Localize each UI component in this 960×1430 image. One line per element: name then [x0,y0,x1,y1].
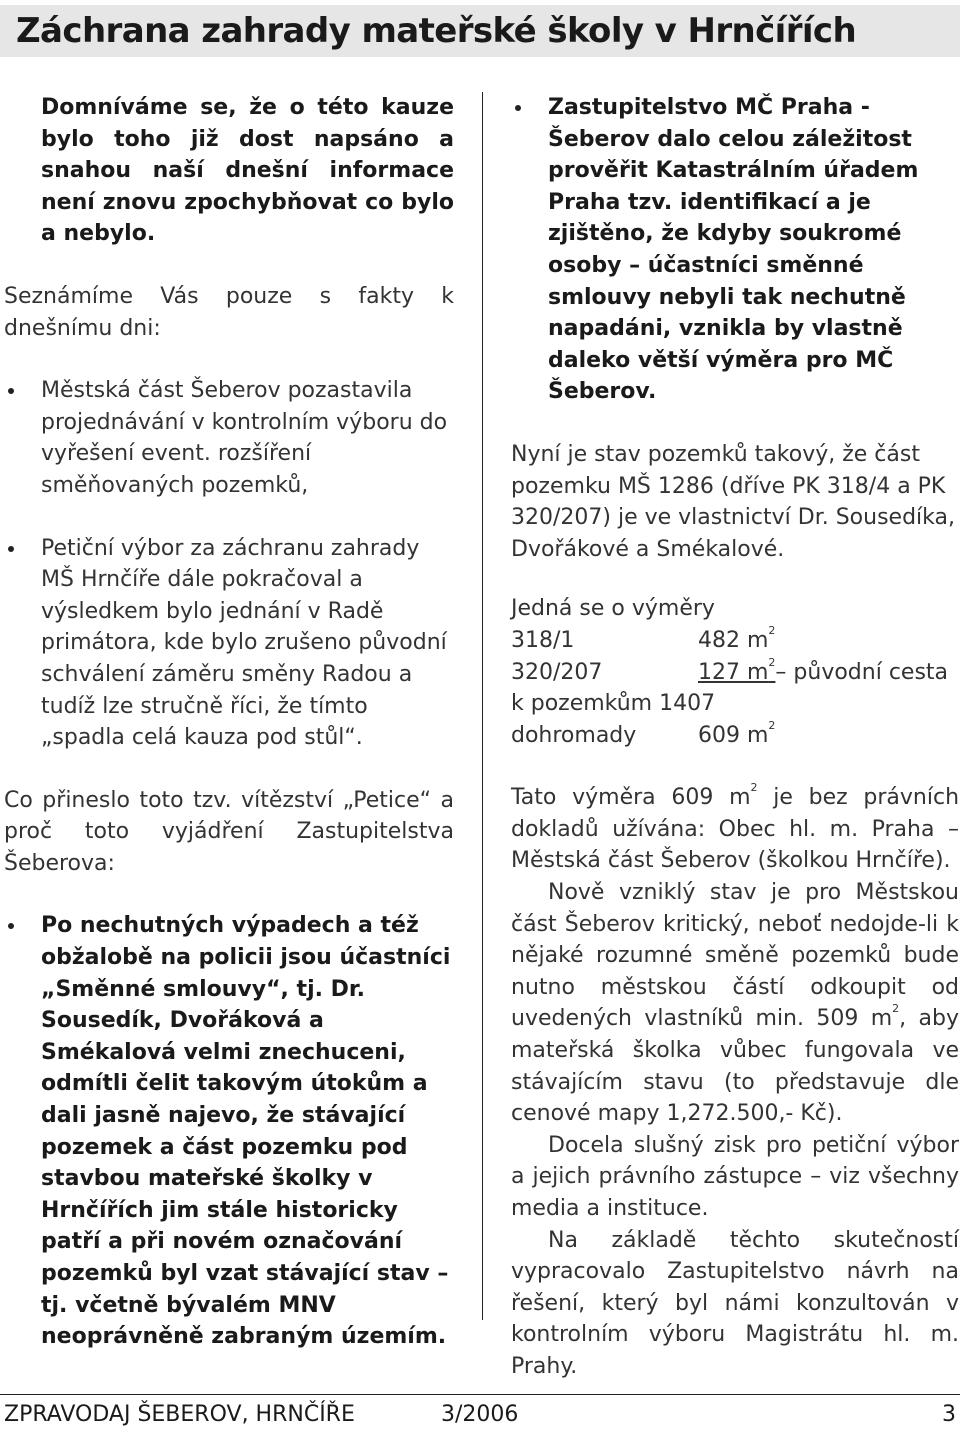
status-paragraph: Nyní je stav pozemků takový, že část pozemku MŠ 1286 (dříve PK 318/4 a PK 320/207) je ve vlastnictví Dr. Sousedíka, Dvořákové a Smékalové. [511,441,955,562]
parcel-area: 482 $m^2$ [698,623,776,653]
total-label: dohromady [511,722,637,748]
table-row [511,688,959,720]
table-row [511,625,959,657]
to-parcel-text: k pozemkům 1407 [511,691,716,717]
publication-name: ZPRAVODAJ ŠEBEROV, HRNČÍŘE [4,1402,355,1427]
right-column [511,92,959,1383]
proposal-paragraph: Na základě těchto skutečností vypracovalo Zastupitelstvo návrh na řešení, který byl námi konzultován v kontrolním výboru Magistrátu hl. m. Prahy. [511,1227,959,1379]
table-heading [511,593,959,625]
profit-paragraph: Docela slušný zisk pro petiční výbor a jejich právního zástupce – viz všechny media a instituce. [511,1132,959,1221]
parcel-number: 318/1 [511,627,575,653]
total-area: 609 $m^2$ [698,718,776,748]
left-column [4,92,454,1353]
footer-rule [0,1394,960,1395]
table-row [511,657,959,689]
bullet-item: Po nechutných výpadech a též obžalobě na policii jsou účastníci „Směnné smlouvy“, tj. Dr. Sousedík, Dvořáková a Smékalová velmi znechuceni, odmítli čelit takovým útokům a dali jasně najevo, že stávající pozemek a část pozemku pod stavbou mateřské školky v Hrnčířích jim stále historicky patří a při novém označování pozemků byl vzat stávající stav – tj. včetně bývalém MNV neoprávněně zabraným územím. [4,910,454,1352]
usage-paragraph: Tato výměra 609 $m^2$ je bez právních dokladů užívána: Obec hl. m. Praha – Městská část Šeberov (školkou Hrnčíře). [511,781,960,874]
parcel-area: 127 $m^2$ [698,655,776,685]
question-paragraph: Co přineslo toto tzv. vítězství „Petice“ a proč toto vyjádření Zastupitelstva Šeberova: [4,787,454,876]
page-number: 3 [942,1402,956,1427]
table-total-row [511,720,959,752]
article-title: Záchrana zahrady mateřské školy v Hrnčířích [16,11,857,51]
column-divider [482,92,483,1320]
intro-paragraph: Domníváme se, že o této kauze bylo toho již dost napsáno a snahou naší dnešní informace není znovu zpochybňovat co bylo a nebylo. [41,95,454,247]
parcel-number: 320/207 [511,659,603,685]
issue-number: 3/2006 [441,1402,519,1427]
bullet-item: Petiční výbor za záchranu zahrady MŠ Hrnčíře dále pokračoval a výsledkem bylo jednání v Radě primátora, kde bylo zrušeno původní schválení záměru směny Radou a tudíž lze stručně říci, že tímto „spadla celá kauza pod stůl“. [4,533,454,754]
parcel-table [511,593,959,751]
parcel-note: – původní cesta [775,659,949,685]
footer [0,1400,960,1430]
bullet-item: Zastupitelstvo MČ Praha - Šeberov dalo celou záležitost prověřit Katastrálním úřadem Praha tzv. identifikací a je zjištěno, že kdyby soukromé osoby – účastníci směnné smlouvy nebyli tak nechutně napadáni, vznikla by vlastně daleko větší výměra pro MČ Šeberov. [511,92,959,408]
table-heading-text: Jedná se o výměry [511,596,715,622]
title-bar [0,5,960,57]
critical-paragraph: Nově vzniklý stav je pro Městskou část Šeberov kritický, neboť nedojde-li k nějaké rozumné směně pozemků bude nutno městskou částí odkoupit od uvedených vlastníků min. 509 $m^2$, aby mateřská školka vůbec fungovala ve stávajícím stavu (to představuje dle cenové mapy 1,272.500,- Kč). [511,880,960,1127]
bullet-item: Městská část Šeberov pozastavila projednávání v kontrolním výboru do vyřešení event. rozšíření směňovaných pozemků, [4,375,454,501]
facts-intro: Seznámíme Vás pouze s fakty k dnešnímu dni: [4,283,454,341]
